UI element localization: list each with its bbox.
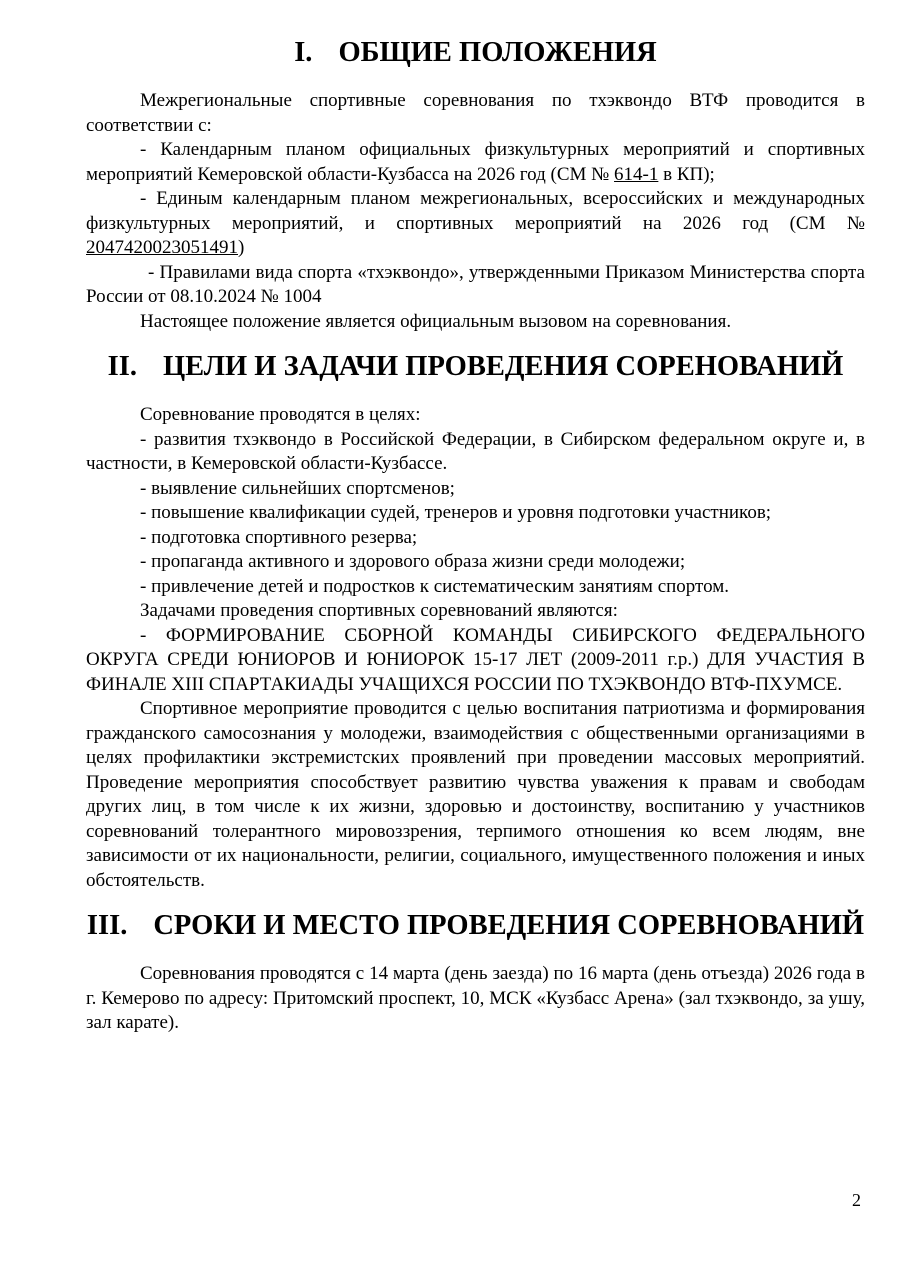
section-2-title: ЦЕЛИ И ЗАДАЧИ ПРОВЕДЕНИЯ СОРЕНОВАНИЙ xyxy=(162,351,844,382)
section-1-title: ОБЩИЕ ПОЛОЖЕНИЯ xyxy=(338,37,657,68)
section-2-task: - ФОРМИРОВАНИЕ СБОРНОЙ КОМАНДЫ СИБИРСКОГО ФЕДЕРАЛЬНОГО ОКРУГА СРЕДИ ЮНИОРОВ И ЮНИОРОК 15-17 ЛЕТ (2009-2011 г.р.) ДЛЯ УЧАСТИЯ В ФИНАЛЕ XIII СПАРТАКИАДЫ УЧАЩИХСЯ РОССИИ ПО ТХЭКВОНДО ВТФ-ПХУМСЕ. xyxy=(86,624,865,695)
item-1-link[interactable]: 614-1 xyxy=(614,163,659,185)
section-1-intro: Межрегиональные спортивные соревнования по тхэквондо ВТФ проводится в соответствии с: xyxy=(86,90,865,136)
section-3-heading xyxy=(86,909,865,943)
goal-item: - развития тхэквондо в Российской Федерации, в Сибирском федеральном округе и, в частности, в Кемеровской области-Кузбассе. xyxy=(86,428,865,474)
section-3-text: Соревнования проводятся с 14 марта (день заезда) по 16 марта (день отъезда) 2026 года в г. Кемерово по адресу: Притомский проспект, 10, МСК «Кузбасс Арена» (зал тхэквондо, за ушу, зал карате). xyxy=(86,963,865,1033)
item-1-text: - Календарным планом официальных физкультурных мероприятий и спортивных мероприятий Кемеровской области-Кузбасса на 2026 год (СМ № xyxy=(86,139,865,185)
section-1-number: I. xyxy=(294,37,313,68)
section-2-number: II. xyxy=(107,351,137,382)
section-1-item-2 xyxy=(86,187,865,261)
section-1-heading xyxy=(86,36,865,70)
item-2-tail: ) xyxy=(238,237,245,258)
section-2-heading xyxy=(86,350,865,384)
item-1-tail: в КП); xyxy=(658,163,715,185)
section-1-item-3: - Правилами вида спорта «тхэквондо», утвержденными Приказом Министерства спорта России от 08.10.2024 № 1004 xyxy=(86,261,865,307)
section-2-lead: Соревнование проводятся в целях: xyxy=(140,404,421,425)
section-2-tasks-lead: Задачами проведения спортивных соревнований являются: xyxy=(140,600,618,621)
goal-item: - пропаганда активного и здорового образа жизни среди молодежи; xyxy=(140,551,686,572)
section-2-purpose: Спортивное мероприятие проводится с целью воспитания патриотизма и формирования гражданского самосознания у молодежи, взаимодействия с общественными организациями в целях профилактики экстремистских проявлений при проведении массовых мероприятий. Проведение мероприятия способствует развитию чувства уважения к правам и свободам других лиц, в том числе к их жизни, здоровью и достоинству, воспитанию у участников соревнований толерантного мировоззрения, терпимого отношения ко всем людям, вне зависимости от их национальности, религии, социального, имущественного положения и иных обстоятельств. xyxy=(86,698,865,891)
item-2-link[interactable]: 2047420023051491 xyxy=(86,237,238,258)
section-1-item-1 xyxy=(86,138,865,187)
goal-item: - привлечение детей и подростков к систематическим занятиям спортом. xyxy=(140,575,730,597)
section-3-title: СРОКИ И МЕСТО ПРОВЕДЕНИЯ СОРЕВНОВАНИЙ xyxy=(153,910,865,941)
section-1-closing: Настоящее положение является официальным вызовом на соревнования. xyxy=(140,310,732,332)
document-page xyxy=(86,36,865,1036)
page-number: 2 xyxy=(852,1190,861,1210)
goal-item: - выявление сильнейших спортсменов; xyxy=(140,477,455,499)
item-2-text: - Единым календарным планом межрегиональных, всероссийских и международных физкультурных мероприятий, и спортивных мероприятий на 2026 год (СМ № xyxy=(86,188,865,234)
section-3-number: III. xyxy=(86,910,128,941)
goal-item: - подготовка спортивного резерва; xyxy=(140,526,418,548)
goal-item: - повышение квалификации судей, тренеров и уровня подготовки участников; xyxy=(140,502,772,523)
